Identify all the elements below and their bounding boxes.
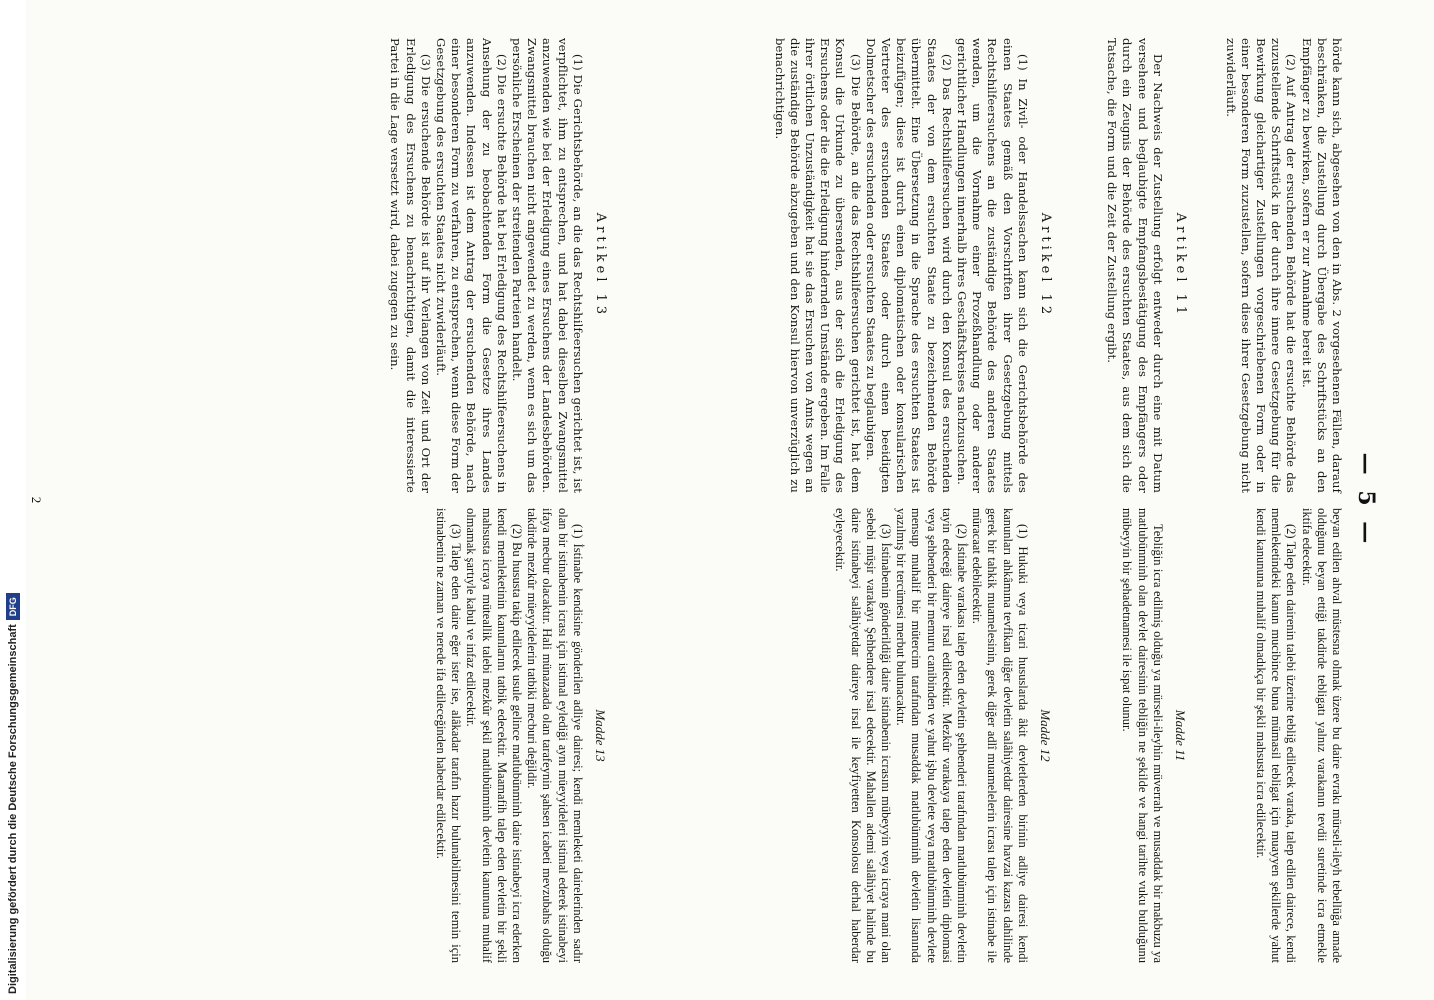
turkish-paragraph: (1) Hukuki veya ticari hususlarda âkit devletlerden birinin adliye dairesi kendi kanunları ahkâmına tevfikan diğer devletin salâhiyetdar dairesine havzai kazası dahilinde gerek bir tahkik muamelesinin, gerek diğer adlî muamelelerin icrası talep için istinabe ile müracaat edebilecektir. [970, 508, 1030, 963]
turkish-paragraph: (2) İstinabe varakası talep eden devletin şehbenderi tarafından matlubünminh devletin tayin edeceği daireye irsal edilecektir. Mezkûr varakaya talep eden devletin diplomasi veya şehbenderi bir memuru canibinden ve yahut işbu devlete veya matlubünminh devlete mensup muhalif bir mütercim tarafından musaddak matlubünminh devletin lisanında yazılmış bir tercümesi merbut bulunacaktır. [894, 508, 969, 963]
dfg-logo-badge: DFG [6, 593, 20, 620]
german-block-d [387, 38, 614, 493]
german-heading-11: Artikel 11 [1173, 212, 1188, 319]
turkish-paragraph: (2) Bu hususta takip edilecek usule gelince matlubünminh daire istinabeyi icra ederken kendi memleketinin kanunlarını tatbik edecektir. Maamafih talep eden devletin bir şekli mahsusta icraya müteallik talebi mezkûr şekil matlubünminh devletin kanununa muhalif olmamak şartıyle kabul ve infaz edilecektir. [464, 508, 524, 963]
german-block-b [1104, 38, 1194, 493]
page-number: — 5 — [1353, 452, 1379, 548]
turkish-paragraph: Tebliğin icra edilmiş olduğu ya mürseli-ileyhin müverrah ve musaddak bir makbuzu ya matlubünminh olan devlet dairesinin tebliğin ne şekilde ve hangi tarihte vuku bulduğunu mübeyyin bir şehadetnamesi ile ispat olunur. [1120, 508, 1165, 963]
turkish-paragraph: (3) Talep eden daire eğer ister ise, alâkadar tarafın hazır bulunabilmesini temin için istinabenin ne zaman ve nerede ifa edileceğinden haberdar edilecektir. [433, 508, 464, 963]
turkish-paragraph: (1) İstinabe kendisine gönderilen adliye dairesi; kendi memleketi dairelerinden sadır olan bir istinabenin icrası için istimal eylediği aynı müeyyideleri istimal ederek istinabeyi ifaya mecbur olacaktır. Hali münazaada olan tarafeynin şahsen icabeti mevzubahs olduğu takdirde mezkûr müeyyidelerin tatbiki mecburi değildir. [525, 508, 585, 963]
german-paragraph: (3) Die Behörde, an die das Rechtshilfeersuchen gerichtet ist, hat dem Konsul die Urkunde zu übersenden, aus der sich die Erledigung des Ersuchens oder die die Erledigung hindernden Umstände ergeben. Im Falle ihrer örtlichen Unzuständigkeit hat sie das Ersuchen von Amts wegen an die zuständige Behörde abzugeben und den Konsul hiervon unverzüglich zu benachrichtigen. [772, 38, 863, 493]
turkish-column [104, 508, 1344, 963]
turkish-heading-11: Madde 11 [1173, 709, 1188, 762]
footer-page-number: 2 [29, 496, 44, 504]
turkish-paragraph: (3) İstinabenin gönderildiği daire istinabenin icrasını mübeyyin veya icraya mani olan sebebi müşir varakayı Şehbendere irsal edecektir. Mahallen ademi salâhiyet halinde bu daire istinabeyi salâhiyetdar daireye irsal ile keyfiyetten Konsolosu derhal haberdar eyleyecektir. [833, 508, 893, 963]
german-paragraph: (2) Das Rechtshilfeersuchen wird durch den Konsul des ersuchenden Staates der von dem ersuchten Staate zu bezeichnenden Behörde übermittelt. Eine Übersetzung in die Sprache des ersuchten Staates ist beizufügen; diese ist durch einen diplomatischen oder konsularischen Vertreter des ersuchenden Staates oder durch einen beeidigten Dolmetscher des ersuchenden oder ersuchten Staates zu beglaubigen. [863, 38, 954, 493]
german-column [104, 38, 1344, 493]
turkish-paragraph: beyan edilen ahval müstesna olmak üzere bu daire evrakı mürseli-ileyh tebellüğa amade olduğunu beyan ettiği takdirde tebligatı yalnız varakanın tevdii suretinde icra etmekle iktifa edecektir. [1299, 508, 1344, 963]
german-heading-13: Artikel 13 [593, 212, 608, 319]
german-paragraph: Der Nachweis der Zustellung erfolgt entweder durch eine mit Datum versehene und beglaubigte Empfangsbestätigung des Empfängers oder durch ein Zeugnis der Behörde des ersuchten Staates, aus dem sich die Tatsache, die Form und die Zeit der Zustellung ergibt. [1105, 38, 1165, 493]
german-paragraph: hörde kann sich, abgesehen von den in Abs. 2 vorgesehenen Fällen, darauf beschränken, die Zustellung durch Übergabe des Schriftstücks an den Empfänger zu bewirken, sofern er zur Annahme bereit ist. [1299, 38, 1344, 493]
german-paragraph: (3) Die ersuchende Behörde ist auf ihr Verlangen von Zeit und Ort der Erledigung des Ersuchens zu benachrichtigen, damit die interessierte Partei in die Lage versetzt wird, dabei zugegen zu sein. [388, 38, 433, 493]
turkish-block-a [1253, 508, 1344, 963]
turkish-block-d [433, 508, 614, 963]
turkish-paragraph: (2) Talep eden dairenin talebi üzerine tebliğ edilecek varaka, talep edilen dairece, kendi memleketindeki kanun mucibince buna mümasil tebligat için muayyen şekillerde yahut kendi kanununa muhalif olmadıkça bir şekli mahsusta icra edilecektir. [1253, 508, 1299, 963]
turkish-block-c [832, 508, 1059, 963]
german-paragraph: (2) Die ersuchte Behörde hat bei Erledigung des Rechtshilfeersuchens in Ansehung der zu beobachtenden Form die Gesetze ihres Landes anzuwenden. Indessen ist dem Antrag der ersuchenden Behörde, nach einer besonderen Form zu verfahren, zu entsprechen, wenn diese Form der Gesetzgebung des ersuchten Staates nicht zuwiderläuft. [433, 38, 509, 493]
german-block-c [771, 38, 1059, 493]
digitization-credit-text: Digitalisierung gefördert durch die Deutsche Forschungsgemeinschaft [7, 624, 19, 994]
german-paragraph: (1) Die Gerichtsbehörde, an die das Rechtshilfeersuchen gerichtet ist, ist verpflichtet, ihm zu entsprechen, und hat dabei dieselben Zwangsmittel anzuwenden wie bei der Erledigung eines Ersuchens der Landesbehörden. Zwangsmittel brauchen nicht angewendet zu werden, wenn es sich um das persönliche Erscheinen der streitenden Parteien handelt. [509, 38, 585, 493]
turkish-heading-13: Madde 13 [593, 709, 608, 762]
german-paragraph: (2) Auf Antrag der ersuchenden Behörde hat die ersuchte Behörde das zuzustellende Schriftstück in der durch ihre innere Gesetzgebung für die Bewirkung gleichartiger Zustellungen vorgeschriebenen Form oder in einer besonderen Form zuzustellen, sofern diese ihrer Gesetzgebung nicht zuwiderläuft. [1223, 38, 1299, 493]
turkish-block-b [1119, 508, 1194, 963]
german-block-a [1222, 38, 1344, 493]
german-paragraph: (1) In Zivil- oder Handelssachen kann sich die Gerichtsbehörde des einen Staates gemäß den Vorschriften ihrer Gesetzgebung mittels Rechtshilfeersuchens an die zuständige Behörde des anderen Staates wenden, um die Vornahme einer Prozeßhandlung oder anderer gerichtlicher Handlungen innerhalb ihres Geschäftskreises nachzusuchen. [954, 38, 1030, 493]
german-heading-12: Artikel 12 [1038, 212, 1053, 319]
turkish-heading-12: Madde 12 [1038, 709, 1053, 762]
